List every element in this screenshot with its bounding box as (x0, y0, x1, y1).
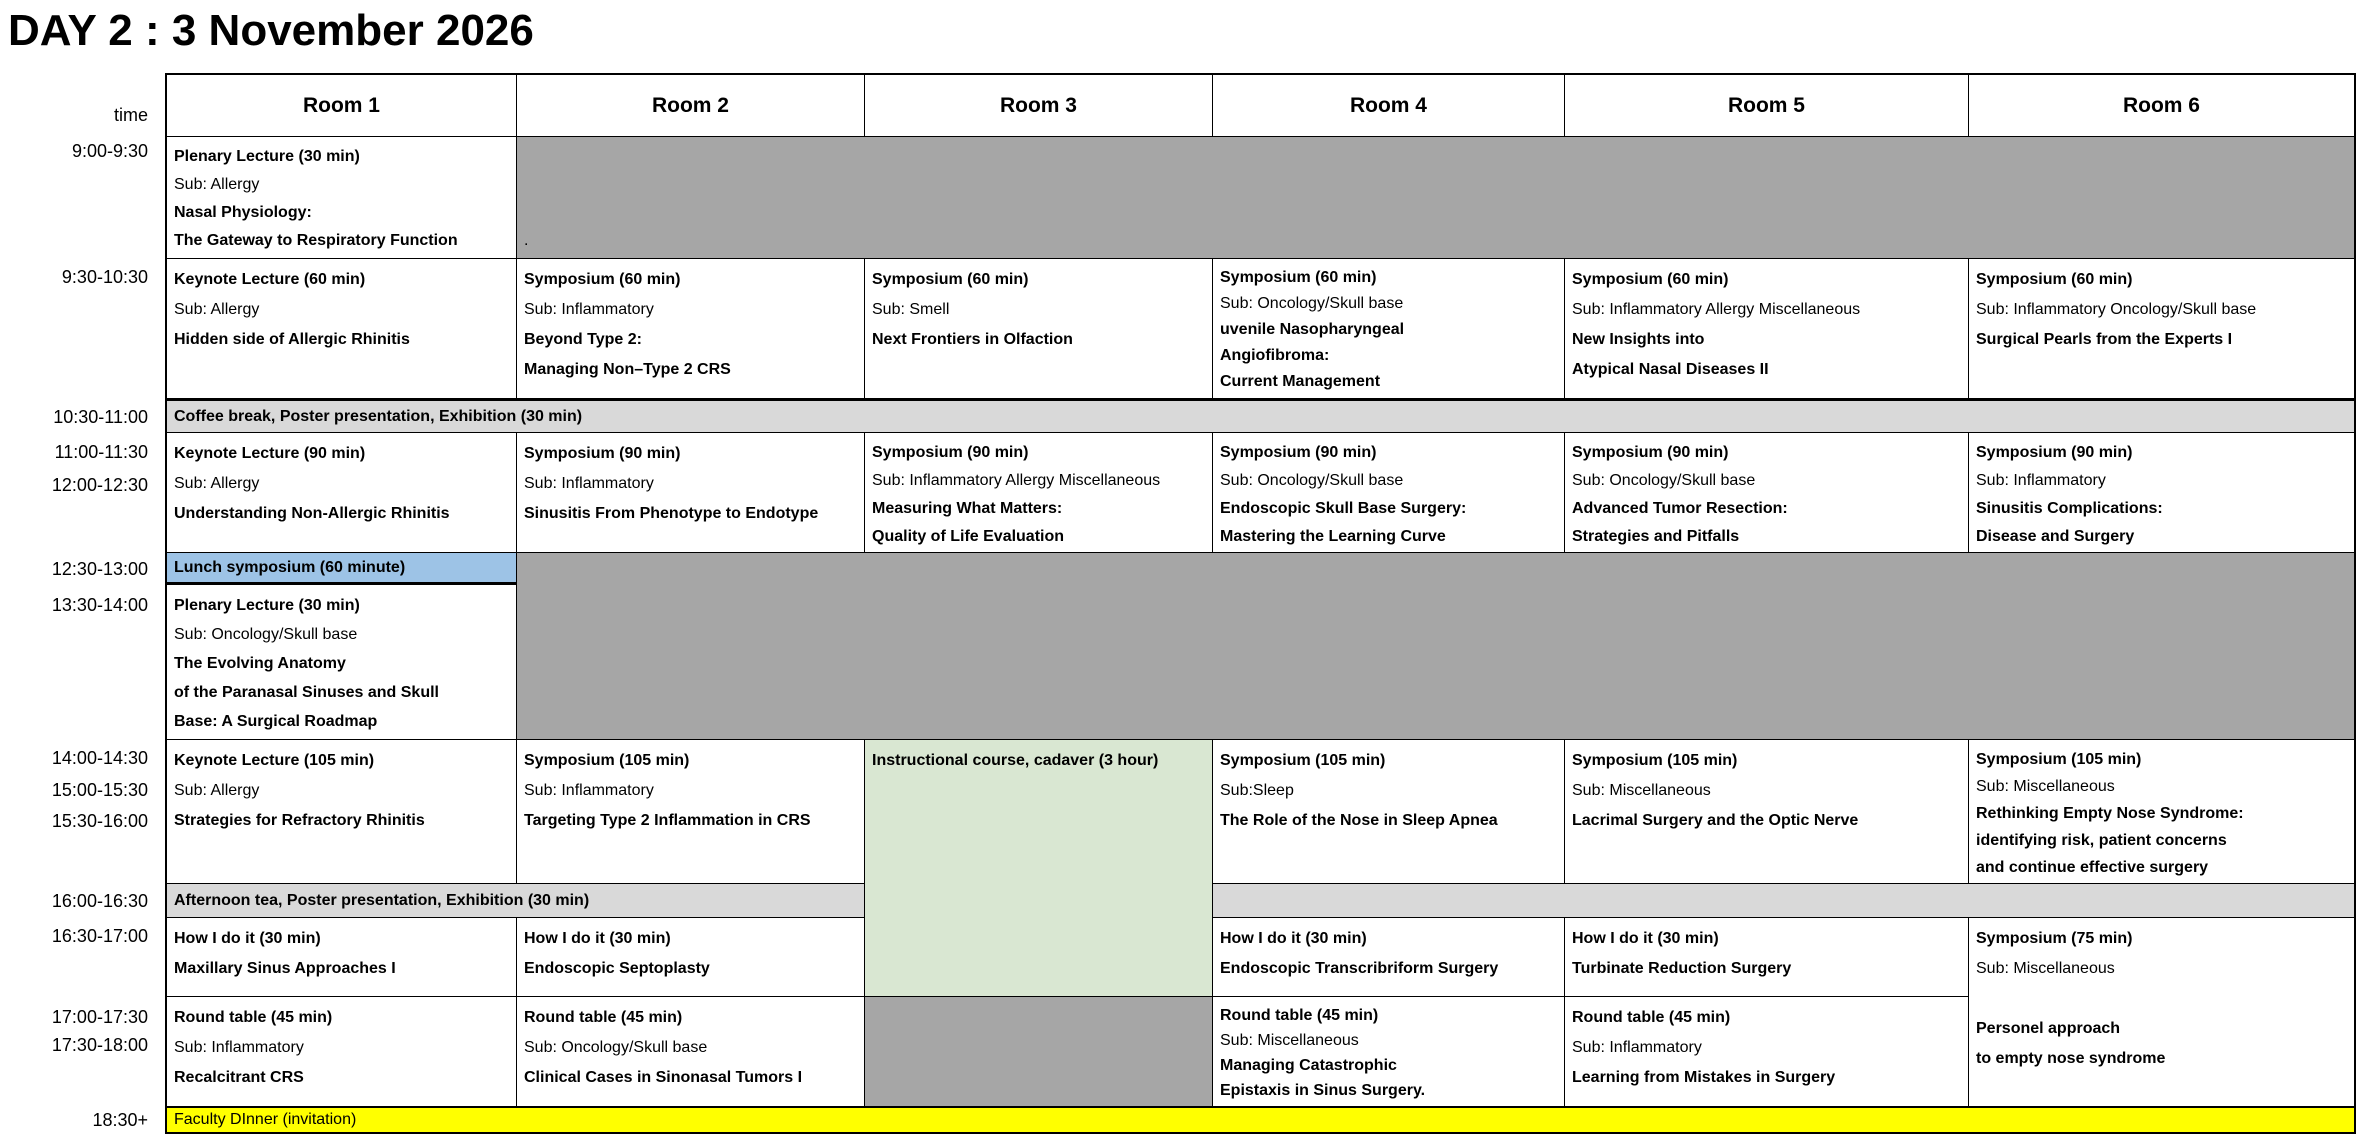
cell-1700-room2 (517, 997, 865, 1108)
time-slot-label: 16:00-16:30 (51, 891, 148, 911)
cell-1700-room1-line: Recalcitrant CRS (174, 1069, 304, 1086)
cell-1630-room1-line: How I do it (30 min) (174, 930, 321, 947)
coffee-break-row-line: Coffee break, Poster presentation, Exhibition (30 min) (174, 407, 583, 425)
cell-0900-room1-line: The Gateway to Respiratory Function (174, 232, 458, 249)
cell-1100-room3-line: Measuring What Matters: (872, 500, 1063, 517)
cell-1330-room1-line: Sub: Oncology/Skull base (174, 626, 358, 643)
cell-0930-room4-line: Current Management (1220, 373, 1381, 390)
header-room-4-line: Room 4 (1349, 93, 1427, 117)
cell-1100-room3-line: Quality of Life Evaluation (872, 528, 1065, 545)
cell-1400-room2-line: Symposium (105 min) (524, 752, 690, 769)
cell-1400-room5-line: Lacrimal Surgery and the Optic Nerve (1572, 812, 1859, 829)
cell-1100-room6 (1969, 433, 2354, 553)
header-room-1 (167, 75, 517, 137)
cell-0900-room1-line: Plenary Lecture (30 min) (174, 148, 360, 165)
lunch-symposium-cell-line: Lunch symposium (60 minute) (174, 558, 406, 576)
cell-1100-room2-line: Symposium (90 min) (524, 445, 681, 462)
cell-1700-room4-line: Managing Catastrophic (1220, 1057, 1397, 1074)
cell-1630-room5-line: How I do it (30 min) (1572, 930, 1719, 947)
time-slot-label: 17:30-18:00 (51, 1035, 148, 1055)
faculty-dinner-row-line: Faculty DInner (invitation) (174, 1111, 357, 1128)
cell-1100-room3-line: Symposium (90 min) (872, 444, 1029, 461)
cell-0900-room1-line: Sub: Allergy (174, 176, 260, 193)
cell-1400-room1-line: Sub: Allergy (174, 782, 260, 799)
cell-0930-room2-line: Symposium (60 min) (524, 271, 681, 288)
cell-1700-room5 (1565, 997, 1969, 1108)
cell-0930-room5-line: Atypical Nasal Diseases II (1572, 361, 1769, 378)
cell-0930-room3-line: Symposium (60 min) (872, 271, 1029, 288)
cell-0930-room4 (1213, 259, 1565, 401)
cell-1100-room6-line: Symposium (90 min) (1976, 444, 2133, 461)
cell-1630-room6-merged-line: Sub: Miscellaneous (1976, 960, 2115, 977)
header-room-3 (865, 75, 1213, 137)
page-title: DAY 2 : 3 November 2026 (8, 6, 534, 55)
cell-1100-room5-line: Symposium (90 min) (1572, 444, 1729, 461)
cell-1700-room1-line: Round table (45 min) (174, 1009, 333, 1026)
cell-0900-blocked-block-line: . (524, 232, 529, 249)
header-room-4 (1213, 75, 1565, 137)
cell-1630-room6-merged-line: Symposium (75 min) (1976, 930, 2133, 947)
cell-1400-room6-line: Symposium (105 min) (1976, 751, 2142, 768)
cell-1630-room5 (1565, 918, 1969, 997)
cell-1630-room1 (167, 918, 517, 997)
cell-0900-room1-line: Nasal Physiology: (174, 204, 312, 221)
time-slot-label: 12:30-13:00 (51, 559, 148, 579)
cell-0930-room6-line: Symposium (60 min) (1976, 271, 2133, 288)
cell-1100-room2-line: Sub: Inflammatory (524, 475, 654, 492)
cell-1100-room5-line: Advanced Tumor Resection: (1572, 500, 1788, 517)
header-room-3-line: Room 3 (999, 93, 1077, 117)
cell-0930-room5-line: Sub: Inflammatory Allergy Miscellaneous (1572, 301, 1861, 318)
cell-1400-room5-line: Symposium (105 min) (1572, 752, 1738, 769)
cell-1400-room2-line: Sub: Inflammatory (524, 782, 654, 799)
cell-1400-room5-line: Sub: Miscellaneous (1572, 782, 1711, 799)
cell-1100-room3-line: Sub: Inflammatory Allergy Miscellaneous (872, 472, 1161, 489)
cell-0930-room2-line: Beyond Type 2: (524, 331, 642, 348)
cell-1700-room1 (167, 997, 517, 1108)
cell-1400-room6-line: Sub: Miscellaneous (1976, 778, 2115, 795)
cell-1400-room1-line: Keynote Lecture (105 min) (174, 752, 375, 769)
cell-1700-room2-line: Clinical Cases in Sinonasal Tumors I (524, 1069, 803, 1086)
cell-0900-room1 (167, 137, 517, 259)
cell-1700-room5-line: Sub: Inflammatory (1572, 1039, 1702, 1056)
time-slot-label: 14:00-14:30 (51, 748, 148, 768)
cell-0930-room3-line: Next Frontiers in Olfaction (872, 331, 1073, 348)
cell-0930-room1-line: Hidden side of Allergic Rhinitis (174, 331, 410, 348)
header-room-5-line: Room 5 (1727, 93, 1805, 117)
cell-1100-room2-line: Sinusitis From Phenotype to Endotype (524, 505, 819, 522)
cell-1630-room1-line: Maxillary Sinus Approaches I (174, 960, 396, 977)
cell-1100-room4-line: Symposium (90 min) (1220, 444, 1377, 461)
cell-1100-room1-line: Understanding Non-Allergic Rhinitis (174, 505, 450, 522)
cell-0930-room2 (517, 259, 865, 401)
cell-0930-room4-line: Symposium (60 min) (1220, 269, 1377, 286)
cell-1630-room6-merged (1969, 918, 2354, 1108)
cell-1100-room5-line: Sub: Oncology/Skull base (1572, 472, 1756, 489)
time-slot-label: 17:00-17:30 (51, 1007, 148, 1027)
time-slot-label: 16:30-17:00 (51, 926, 148, 946)
schedule-table (165, 73, 2356, 1134)
cell-1630-room2-line: How I do it (30 min) (524, 930, 671, 947)
cell-lunch-blocked-block (517, 553, 2354, 740)
cell-1100-room1 (167, 433, 517, 553)
cell-1100-room6-line: Disease and Surgery (1976, 528, 2135, 545)
afternoon-tea-row-left (167, 884, 865, 918)
lunch-symposium-cell (167, 553, 517, 585)
cell-1100-room1-line: Keynote Lecture (90 min) (174, 445, 366, 462)
cell-0930-room6-line: Sub: Inflammatory Oncology/Skull base (1976, 301, 2257, 318)
cell-0930-room2-line: Managing Non–Type 2 CRS (524, 361, 731, 378)
cell-0930-room4-line: Angiofibroma: (1220, 347, 1330, 364)
cell-1330-room1-line: Plenary Lecture (30 min) (174, 597, 360, 614)
time-slot-label: 15:00-15:30 (51, 780, 148, 800)
cell-1630-room4-line: Endoscopic Transcribriform Surgery (1220, 960, 1499, 977)
cell-1700-room5-line: Round table (45 min) (1572, 1009, 1731, 1026)
cell-1630-room2 (517, 918, 865, 997)
cell-1100-room5 (1565, 433, 1969, 553)
cell-1700-room4 (1213, 997, 1565, 1108)
time-slot-label: 9:00-9:30 (71, 141, 148, 161)
cell-1700-room3-blocked (865, 997, 1213, 1108)
cell-0930-room1-line: Sub: Allergy (174, 301, 260, 318)
cell-1630-room4 (1213, 918, 1565, 997)
cell-1400-room4-line: Sub:Sleep (1220, 782, 1294, 799)
cell-1400-room2-line: Targeting Type 2 Inflammation in CRS (524, 812, 811, 829)
cell-1700-room1-line: Sub: Inflammatory (174, 1039, 304, 1056)
cell-0930-room5 (1565, 259, 1969, 401)
header-room-2 (517, 75, 865, 137)
time-slot-label: 18:30+ (92, 1110, 148, 1130)
cell-1700-room2-line: Round table (45 min) (524, 1009, 683, 1026)
cell-1400-room6-line: identifying risk, patient concerns (1976, 832, 2227, 849)
cell-1400-room1 (167, 740, 517, 884)
header-room-1-line: Room 1 (302, 93, 380, 117)
cell-1100-room2 (517, 433, 865, 553)
cell-0930-room2-line: Sub: Inflammatory (524, 301, 654, 318)
cell-0900-blocked-block (517, 137, 2354, 259)
cell-1400-room4 (1213, 740, 1565, 884)
header-room-6 (1969, 75, 2354, 137)
cell-0930-room6-line: Surgical Pearls from the Experts I (1976, 331, 2233, 348)
cell-1400-room6 (1969, 740, 2354, 884)
time-slot-label: 13:30-14:00 (51, 595, 148, 615)
cell-1400-room6-line: Rethinking Empty Nose Syndrome: (1976, 805, 2244, 822)
header-room-5 (1565, 75, 1969, 137)
cell-0930-room1-line: Keynote Lecture (60 min) (174, 271, 366, 288)
cell-1400-room6-line: and continue effective surgery (1976, 859, 2209, 876)
cell-1100-room5-line: Strategies and Pitfalls (1572, 528, 1740, 545)
afternoon-tea-row-right (1213, 884, 2354, 918)
cell-1400-room4-line: Symposium (105 min) (1220, 752, 1386, 769)
cell-1100-room4-line: Sub: Oncology/Skull base (1220, 472, 1404, 489)
cell-1630-room5-line: Turbinate Reduction Surgery (1572, 960, 1792, 977)
cell-1100-room4-line: Mastering the Learning Curve (1220, 528, 1446, 545)
cell-1400-room1-line: Strategies for Refractory Rhinitis (174, 812, 425, 829)
cell-1330-room1-line: The Evolving Anatomy (174, 655, 346, 672)
cell-1630-room2-line: Endoscopic Septoplasty (524, 960, 710, 977)
cell-1400-room4-line: The Role of the Nose in Sleep Apnea (1220, 812, 1498, 829)
cell-1700-room4-line: Epistaxis in Sinus Surgery. (1220, 1082, 1426, 1099)
cell-1330-room1 (167, 585, 517, 740)
faculty-dinner-row (167, 1108, 2354, 1132)
instructional-course-cell-line: Instructional course, cadaver (3 hour) (872, 752, 1159, 769)
time-slot-label: 12:00-12:30 (51, 475, 148, 495)
cell-1100-room4-line: Endoscopic Skull Base Surgery: (1220, 500, 1467, 517)
cell-1100-room4 (1213, 433, 1565, 553)
time-slot-label: 15:30-16:00 (51, 811, 148, 831)
cell-0930-room1 (167, 259, 517, 401)
cell-0930-room4-line: uvenile Nasopharyngeal (1220, 321, 1405, 338)
instructional-course-cell (865, 740, 1213, 997)
header-room-6-line: Room 6 (2122, 93, 2200, 117)
cell-1100-room1-line: Sub: Allergy (174, 475, 260, 492)
afternoon-tea-row-left-line: Afternoon tea, Poster presentation, Exhibition (30 min) (174, 891, 590, 909)
time-slot-label: 11:00-11:30 (54, 442, 148, 462)
cell-1630-room6-merged-line: Personel approach (1976, 1020, 2121, 1037)
cell-1100-room6-line: Sub: Inflammatory (1976, 472, 2106, 489)
cell-0930-room3 (865, 259, 1213, 401)
cell-1330-room1-line: Base: A Surgical Roadmap (174, 713, 378, 730)
cell-1100-room6-line: Sinusitis Complications: (1976, 500, 2163, 517)
time-column-header: time (113, 105, 148, 125)
cell-1630-room4-line: How I do it (30 min) (1220, 930, 1367, 947)
cell-0930-room4-line: Sub: Oncology/Skull base (1220, 295, 1404, 312)
cell-0930-room6 (1969, 259, 2354, 401)
cell-1100-room3 (865, 433, 1213, 553)
header-room-2-line: Room 2 (651, 93, 729, 117)
cell-0930-room3-line: Sub: Smell (872, 301, 950, 318)
coffee-break-row (167, 401, 2354, 433)
cell-1700-room4-line: Sub: Miscellaneous (1220, 1032, 1359, 1049)
cell-0930-room5-line: Symposium (60 min) (1572, 271, 1729, 288)
cell-1630-room6-merged-line: to empty nose syndrome (1976, 1050, 2166, 1067)
time-slot-label: 10:30-11:00 (53, 407, 148, 427)
cell-1700-room2-line: Sub: Oncology/Skull base (524, 1039, 708, 1056)
time-slot-label: 9:30-10:30 (61, 267, 148, 287)
cell-1700-room5-line: Learning from Mistakes in Surgery (1572, 1069, 1836, 1086)
cell-0930-room5-line: New Insights into (1572, 331, 1705, 348)
cell-1400-room5 (1565, 740, 1969, 884)
cell-1400-room2 (517, 740, 865, 884)
cell-1700-room4-line: Round table (45 min) (1220, 1007, 1379, 1024)
cell-1330-room1-line: of the Paranasal Sinuses and Skull (174, 684, 439, 701)
